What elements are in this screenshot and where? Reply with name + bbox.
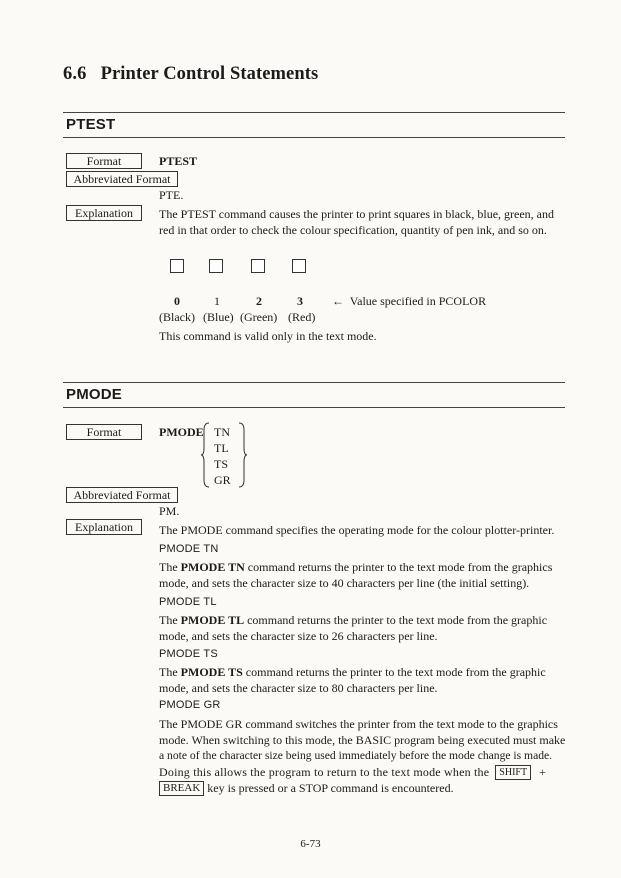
- green-square: [251, 259, 265, 273]
- pmode-intro: The PMODE command specifies the operating mode for the colour plotter-printer.: [159, 523, 555, 537]
- ptest-explanation-line: The PTEST command causes the printer to print squares in black, blue, green, and: [159, 207, 555, 221]
- format-label: [66, 424, 142, 440]
- colour-name: (Green): [240, 310, 278, 324]
- code-pmode-ts: PMODE TS: [159, 648, 218, 660]
- plus-sign: +: [539, 765, 546, 779]
- tn-description-line2: mode, and sets the character size to 40 characters per line (the initial setting).: [159, 576, 530, 590]
- colour-name: (Black): [159, 310, 195, 324]
- ptest-heading: PTEST: [66, 116, 116, 133]
- ts-description-line2: mode, and sets the character size to 80 characters per line.: [159, 681, 438, 695]
- abbreviated-format-label: [66, 171, 178, 187]
- pcolor-value: 3: [297, 294, 303, 308]
- break-key: BREAK: [159, 781, 204, 796]
- option-gr: GR: [214, 473, 231, 487]
- gr-description-line: [159, 780, 565, 796]
- explanation-label-text: Explanation: [75, 520, 133, 534]
- tl-description-line2: mode, and sets the character size to 26 characters per line.: [159, 629, 438, 643]
- shift-key: SHIFT: [495, 765, 531, 780]
- option-ts: TS: [214, 457, 229, 471]
- code-pmode-tl: PMODE TL: [159, 596, 217, 608]
- colour-name: (Red): [288, 310, 316, 324]
- blue-square: [209, 259, 223, 273]
- code-pmode-gr: PMODE GR: [159, 699, 221, 711]
- gr-description-line: The PMODE GR command switches the printer from the text mode to the graphics: [159, 717, 558, 731]
- gr-description-line: [159, 764, 565, 780]
- black-square: [170, 259, 184, 273]
- gr-description-line: mode. When switching to this mode, the BASIC program being executed must make: [159, 733, 566, 747]
- text: key is pressed or a STOP command is encountered.: [204, 781, 454, 795]
- text: PMODE TN: [180, 560, 245, 574]
- divider: [63, 137, 565, 138]
- pcolor-value: 0: [174, 294, 180, 308]
- gr-description-line: a note of the character size being used immediately before the mode change is made.: [159, 749, 553, 762]
- text: command returns the printer to the text mode from the graphic: [242, 665, 546, 679]
- red-square: [292, 259, 306, 273]
- pcolor-value: 1: [214, 294, 220, 308]
- pmode-heading: PMODE: [66, 386, 123, 403]
- text: PMODE TS: [180, 665, 243, 679]
- divider: [63, 382, 565, 383]
- section-title: 6.6 Printer Control Statements: [63, 64, 319, 84]
- text: command returns the printer to the text mode from the graphics: [244, 560, 553, 574]
- text: The: [159, 665, 181, 679]
- left-brace-icon: [201, 422, 211, 488]
- option-tl: TL: [214, 441, 229, 455]
- colour-name: (Blue): [203, 310, 234, 324]
- abbreviated-format-label: [66, 487, 178, 503]
- text: The: [159, 613, 181, 627]
- ts-description: [159, 664, 565, 680]
- divider: [63, 407, 565, 408]
- explanation-label: [66, 205, 142, 221]
- text: Doing this allows the program to return to the text mode when the: [159, 765, 490, 779]
- ptest-abbrev-value: PTE.: [159, 188, 184, 202]
- divider: [63, 112, 565, 113]
- abbreviated-format-label-text: Abbreviated Format: [73, 488, 171, 502]
- explanation-label-text: Explanation: [75, 206, 133, 220]
- pcolor-note: ← Value specified in PCOLOR: [332, 294, 487, 308]
- format-label-text: Format: [86, 154, 122, 168]
- ptest-format-value: PTEST: [159, 154, 198, 168]
- ptest-explanation-line: red in that order to check the colour specification, quantity of pen ink, and so on.: [159, 223, 547, 237]
- pmode-format-value: PMODE: [159, 425, 204, 439]
- pcolor-value: 2: [256, 294, 262, 308]
- format-label: [66, 153, 142, 169]
- code-pmode-tn: PMODE TN: [159, 543, 219, 555]
- text: The: [159, 560, 181, 574]
- option-tn: TN: [214, 425, 230, 439]
- format-label-text: Format: [86, 425, 122, 439]
- tl-description: [159, 612, 565, 628]
- explanation-label: [66, 519, 142, 535]
- pmode-abbrev-value: PM.: [159, 504, 180, 518]
- text-mode-note: This command is valid only in the text mode.: [159, 329, 377, 343]
- text: PMODE TL: [180, 613, 245, 627]
- right-brace-icon: [238, 422, 248, 488]
- page-number: 6-73: [300, 838, 321, 850]
- tn-description: [159, 559, 565, 575]
- abbreviated-format-label-text: Abbreviated Format: [73, 172, 171, 186]
- text: command returns the printer to the text mode from the graphic: [244, 613, 548, 627]
